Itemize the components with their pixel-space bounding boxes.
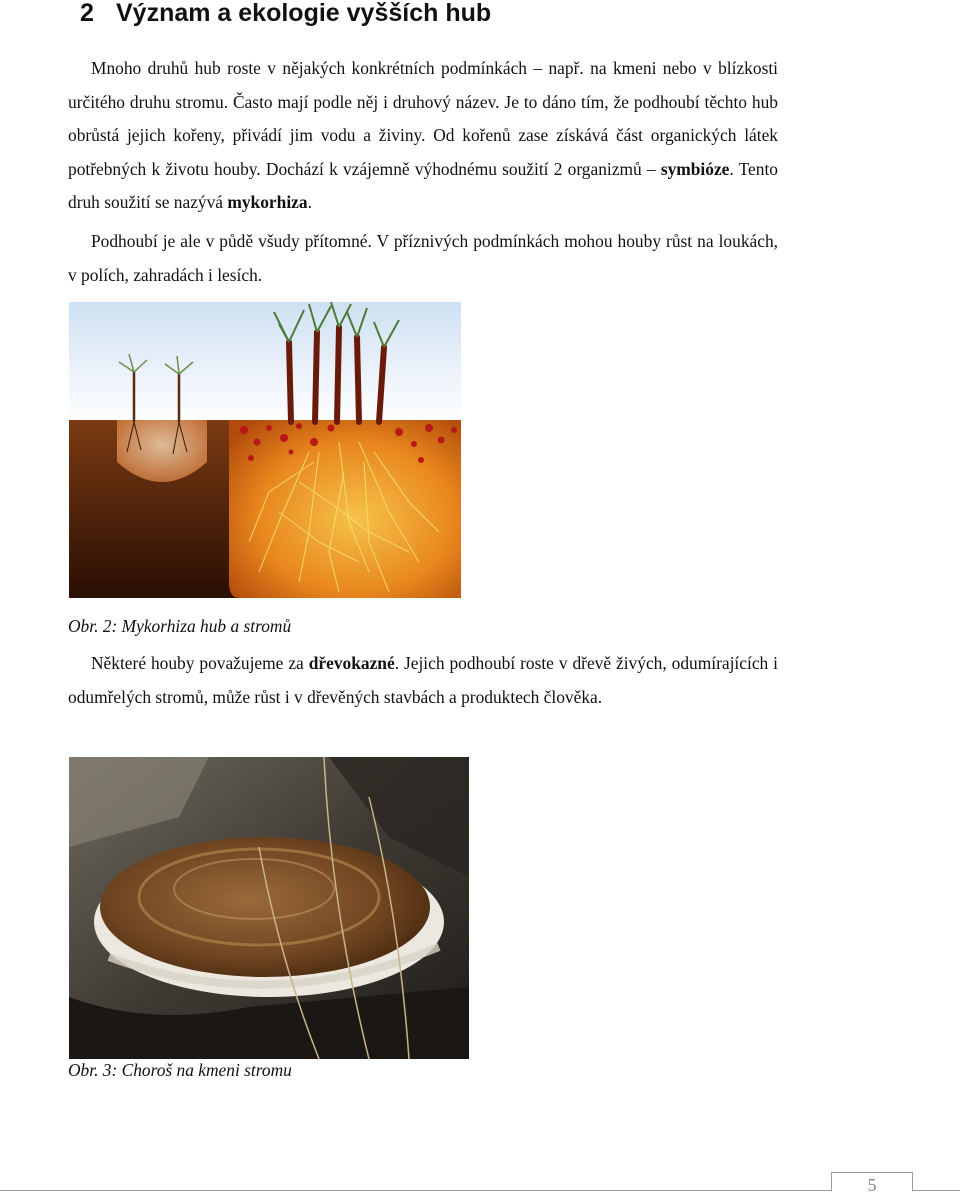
figure-2-caption: Obr. 2: Mykorhiza hub a stromů [68,616,292,636]
paragraph-wood-decay [68,647,778,714]
text-run: Podhoubí je ale v půdě všudy přítomné. V příznivých podmínkách mohou houby růst na loukách, v polích, zahradách i lesích. [68,231,778,285]
term-drevokazne: dřevokazné [308,653,395,673]
section-title: Význam a ekologie vyšších hub [116,0,492,27]
paragraph-mycelium [68,225,778,292]
page-number-box [831,1172,913,1195]
bracket-fungus-photo [69,757,469,1059]
section-heading [80,0,491,28]
paragraph-symbiosis [68,52,778,220]
page-number: 5 [867,1175,877,1195]
figure-3-caption: Obr. 3: Choroš na kmeni stromu [68,1060,292,1080]
text-run: Některé houby považujeme za [91,653,309,673]
section-number: 2 [80,0,94,27]
term-symbioze: symbióze [660,158,730,179]
term-mykorhiza: mykorhiza [227,192,308,212]
text-run: Mnoho druhů hub roste v nějakých konkrétních podmínkách – např. na kmeni nebo v blízkosti určitého druhu stromu. Často mají podle něj i druhový název. Je to dáno tím, že podhoubí těchto hub obrůstá jejich kořeny, přivádí jim vodu a živiny. Od kořenů zase získává část organických látek potřebných k životu houby. Dochází k vzájemně výhodnému soužití 2 organizmů – [68,58,778,179]
text-run: . Jejich podhoubí roste v dřevě živých, odumírajících i odumřelých stromů, může růst i v dřevěných stavbách a produktech člověka. [68,653,778,707]
footer-rule [0,1190,960,1191]
text-run: . [307,192,312,212]
mycorrhiza-illustration [69,302,461,598]
text-run: . Tento druh soužití se nazývá [68,158,778,212]
